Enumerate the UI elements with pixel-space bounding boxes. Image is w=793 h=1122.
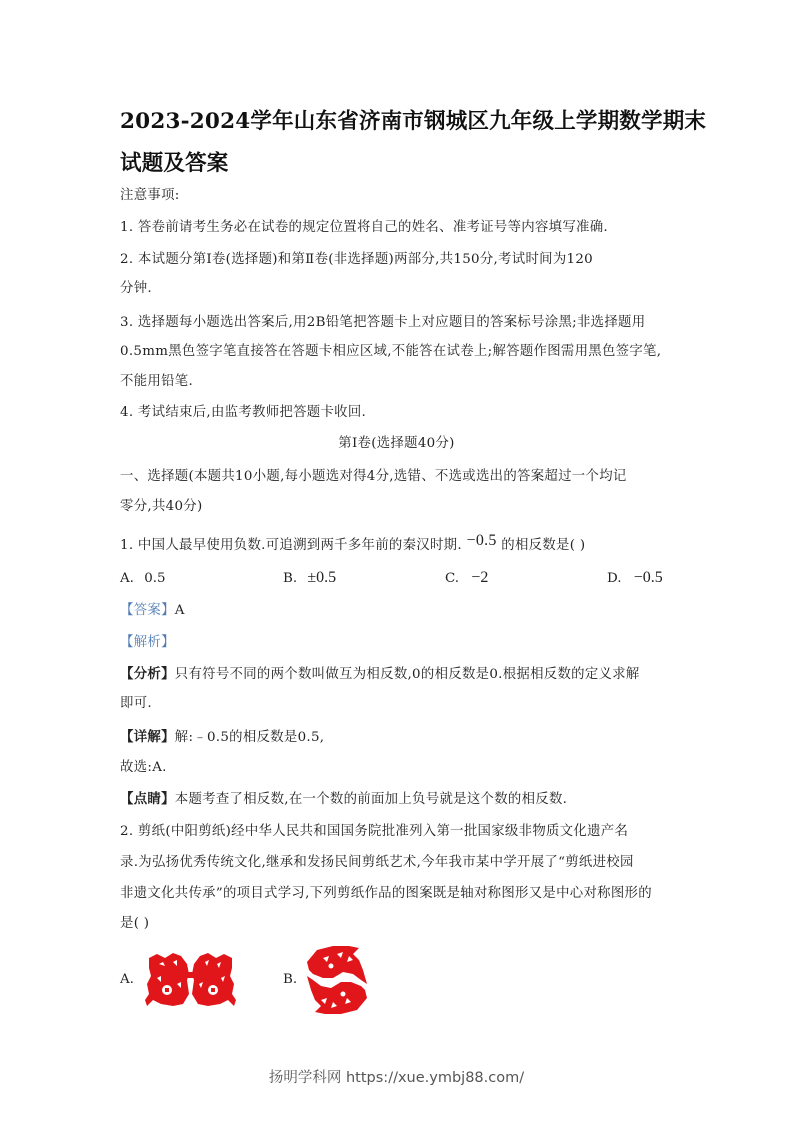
paper-cut-twin-tigers-image bbox=[143, 950, 238, 1008]
fenxi-text: 只有符号不同的两个数叫做互为相反数,0的相反数是0.根据相反数的定义求解 bbox=[174, 667, 640, 682]
question-1-option-d bbox=[607, 569, 663, 587]
question-2-line3: 非遗文化共传承”的项目式学习,下列剪纸作品的图案既是轴对称图形又是中心对称图形的 bbox=[120, 886, 652, 901]
option-value: −0.5 bbox=[633, 569, 663, 586]
question-2-option-a-label: A. bbox=[120, 972, 134, 987]
option-label: D. bbox=[607, 571, 622, 586]
question-2-option-b-label: B. bbox=[283, 972, 298, 987]
notice-item-3-cont2: 不能用铅笔. bbox=[120, 374, 194, 389]
answer-line bbox=[120, 601, 185, 621]
notice-item-1: 1. 答卷前请考生务必在试卷的规定位置将自己的姓名、准考证号等内容填写准确. bbox=[120, 220, 608, 235]
question-1-stem bbox=[120, 532, 586, 556]
dianjing-text: 本题考查了相反数,在一个数的前面加上负号就是这个数的相反数. bbox=[174, 792, 568, 807]
conclusion-line: 故选:A. bbox=[120, 760, 167, 775]
section-heading: 第Ⅰ卷(选择题40分) bbox=[338, 436, 455, 451]
answer-tag: 【答案】 bbox=[120, 603, 175, 618]
question-1-option-a bbox=[120, 571, 166, 586]
option-label: A. bbox=[120, 571, 134, 586]
question-1-option-b bbox=[283, 569, 336, 587]
question-2-line2: 录.为弘扬优秀传统文化,继承和发扬民间剪纸艺术,今年我市某中学开展了“剪纸进校园 bbox=[120, 855, 634, 870]
notice-item-3: 3. 选择题每小题选出答案后,用2B铅笔把答题卡上对应题目的答案标号涂黑;非选择题用 bbox=[120, 315, 646, 330]
part-heading-line1: 一、选择题(本题共10小题,每小题选对得4分,选错、不选或选出的答案超过一个均记 bbox=[120, 469, 627, 484]
notice-heading: 注意事项: bbox=[120, 188, 180, 203]
answer-value: A bbox=[174, 603, 185, 618]
question-2-line4: 是( ) bbox=[120, 916, 150, 931]
xiangjie-line bbox=[120, 727, 324, 748]
part-heading-line2: 零分,共40分) bbox=[120, 499, 203, 514]
xiangjie-tag: 【详解】 bbox=[120, 729, 175, 745]
paper-cut-rotating-fish-image bbox=[303, 944, 371, 1016]
fenxi-tag: 【分析】 bbox=[120, 666, 175, 682]
option-label: B. bbox=[283, 571, 298, 586]
question-1-option-c bbox=[445, 569, 488, 587]
question-1-math: −0.5 bbox=[466, 532, 497, 549]
dianjing-tag: 【点睛】 bbox=[120, 791, 175, 807]
footer-watermark: 扬明学科网 https://xue.ymbj88.com/ bbox=[268, 1070, 525, 1086]
analysis-tag: 【解析】 bbox=[120, 635, 175, 650]
notice-item-2-cont: 分钟. bbox=[120, 281, 152, 296]
document-title-line2: 试题及答案 bbox=[120, 151, 229, 176]
question-1-stem-tail: 的相反数是( ) bbox=[501, 538, 586, 553]
fenxi-line1 bbox=[120, 664, 640, 685]
notice-item-4: 4. 考试结束后,由监考教师把答题卡收回. bbox=[120, 405, 367, 420]
notice-item-2: 2. 本试题分第Ⅰ卷(选择题)和第Ⅱ卷(非选择题)两部分,共150分,考试时间为120 bbox=[120, 252, 594, 267]
dianjing-line bbox=[120, 789, 567, 810]
option-label: C. bbox=[445, 571, 460, 586]
option-value: −2 bbox=[471, 569, 489, 586]
question-2-line1: 2. 剪纸(中阳剪纸)经中华人民共和国国务院批准列入第一批国家级非物质文化遗产名 bbox=[120, 824, 629, 839]
option-value: 0.5 bbox=[144, 571, 166, 586]
fenxi-line2: 即可. bbox=[120, 696, 152, 711]
notice-item-3-cont: 0.5mm黑色签字笔直接答在答题卡相应区域,不能答在试卷上;解答题作图需用黑色签字笔, bbox=[120, 344, 662, 359]
xiangjie-text: 解:﹣0.5的相反数是0.5, bbox=[174, 730, 325, 745]
question-1-stem-text: 1. 中国人最早使用负数.可追溯到两千多年前的秦汉时期. bbox=[120, 538, 462, 553]
option-value: ±0.5 bbox=[307, 569, 337, 586]
document-title-line1: 2023-2024学年山东省济南市钢城区九年级上学期数学期末 bbox=[120, 109, 707, 134]
